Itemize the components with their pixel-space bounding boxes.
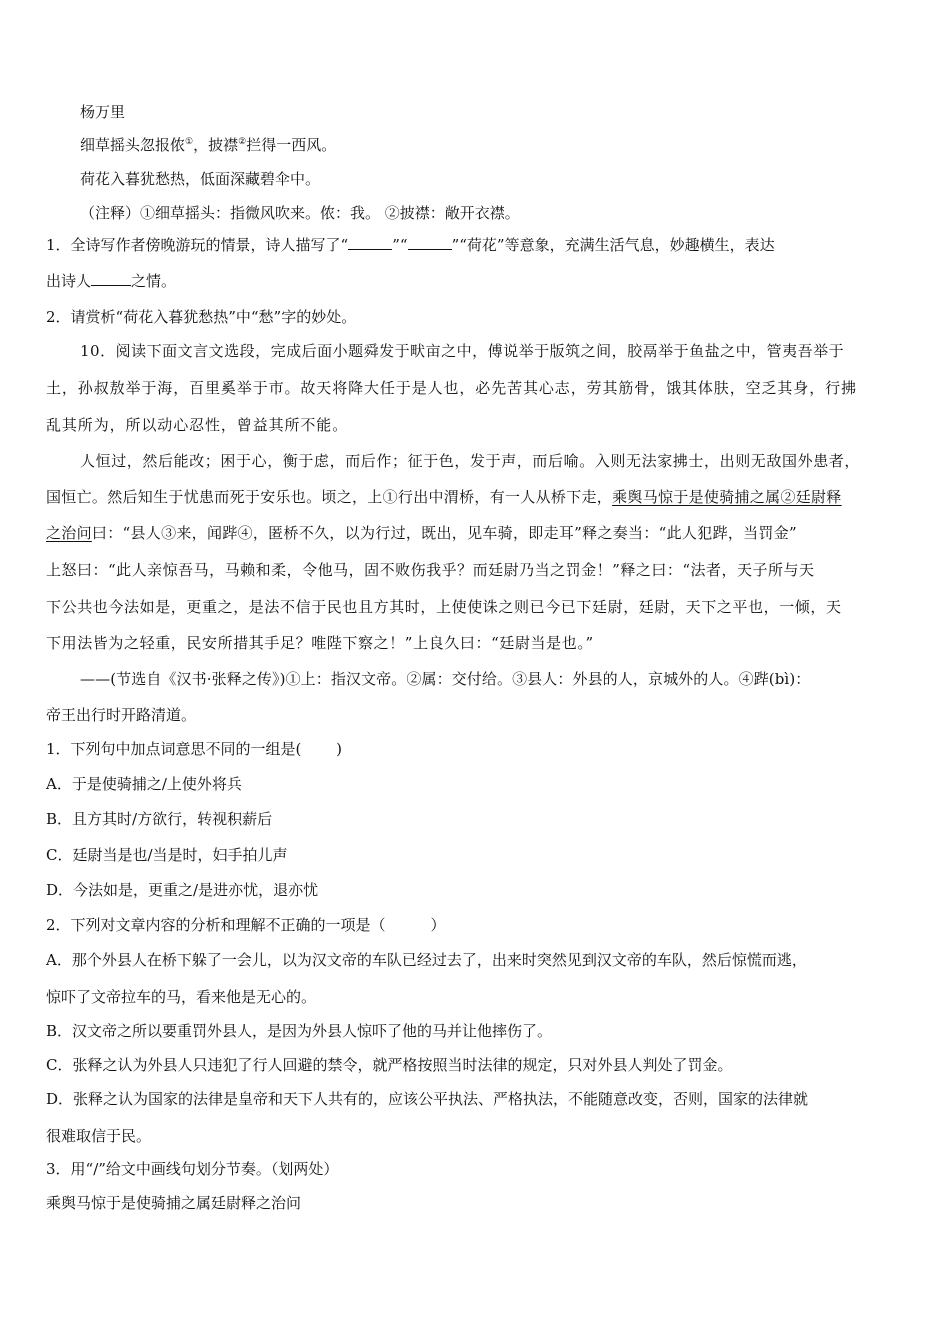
- q9-sub2: 2．请赏析“荷花入暮犹愁热”中“愁”字的妙处。: [46, 308, 357, 326]
- q10-sub2-option-a-line2[interactable]: 惊吓了文帝拉车的马，看来他是无心的。: [46, 988, 317, 1006]
- q10-passage-line-8: 下公共也今法如是，更重之，是法不信于民也且方其时，上使使诛之则已今已下廷尉，廷尉，天下之平也，一倾，天: [46, 598, 842, 616]
- poem-author: 杨万里: [80, 103, 126, 121]
- q10-passage-line-5: 国恒亡。然后知生于忧患而死于安乐也。顷之，上①行出中渭桥，有一人从桥下走，乘舆马惊于是使骑捕之属②廷尉释: [46, 488, 842, 506]
- q10-sub2-question: 2．下列对文章内容的分析和理解不正确的一项是（ ）: [46, 916, 446, 934]
- answer-blank-3[interactable]: [91, 271, 131, 286]
- poem-line-1: 细草摇头忽报侬①，披襟②拦得一西风。: [80, 136, 337, 154]
- q10-sub1-option-a[interactable]: A．于是使骑捕之/上使外将兵: [46, 775, 242, 793]
- q10-sub2-option-c[interactable]: C．张释之认为外县人只违犯了行人回避的禁令，就严格按照当时法律的规定，只对外县人判处了罚金。: [46, 1056, 733, 1074]
- q10-sub2-option-d-line2[interactable]: 很难取信于民。: [46, 1127, 152, 1145]
- underlined-sentence-part-2: 之治问: [46, 524, 92, 542]
- q10-passage-line-1: 10．阅读下面文言文选段，完成后面小题舜发于畎亩之中，傅说举于版筑之间，胶鬲举于鱼盐之中，管夷吾举于: [80, 342, 845, 360]
- answer-blank-1[interactable]: [348, 235, 392, 250]
- underlined-sentence-part-1: 乘舆马惊于是使骑捕之属②廷尉释: [612, 488, 842, 506]
- q10-sub1-option-b[interactable]: B．且方其时/方欲行，转视积薪后: [46, 810, 273, 828]
- q10-passage-line-6: 之治问曰：“县人③来，闻跸④，匿桥不久，以为行过，既出，见车骑，即走耳”释之奏当：“此人犯跸，当罚金”: [46, 524, 797, 542]
- q10-passage-line-9: 下用法皆为之轻重，民安所措其手足？唯陛下察之！”上良久曰：“廷尉当是也。”: [46, 634, 594, 652]
- q10-source-line-2: 帝王出行时开路清道。: [46, 706, 197, 724]
- q10-sub3-question: 3．用“/”给文中画线句划分节奏。（划两处）: [46, 1160, 339, 1178]
- q10-sub3-sentence: 乘舆马惊于是使骑捕之属廷尉释之治问: [46, 1194, 302, 1212]
- q10-passage-line-7: 上怒曰：“此人亲惊吾马，马赖和柔，令他马，固不败伤我乎？而廷尉乃当之罚金！”释之曰：“法者，天子所与天: [46, 561, 815, 579]
- q10-sub2-option-a-line1[interactable]: A．那个外县人在桥下躲了一会儿，以为汉文帝的车队已经过去了，出来时突然见到汉文帝的车队，然后惊慌而逃，: [46, 951, 807, 969]
- q10-passage-line-2: 土，孙叔敖举于海，百里奚举于市。故天将降大任于是人也，必先苦其心志，劳其筋骨，饿其体肤，空乏其身，行拂: [46, 379, 857, 397]
- poem-note: （注释）①细草摇头：指微风吹来。侬：我。 ②披襟：敞开衣襟。: [80, 204, 520, 222]
- q10-sub2-option-d-line1[interactable]: D．张释之认为国家的法律是皇帝和天下人共有的，应该公平执法、严格执法，不能随意改变，否则，国家的法律就: [46, 1090, 809, 1108]
- q10-passage-line-4: 人恒过，然后能改；困于心，衡于虑，而后作；征于色，发于声，而后喻。入则无法家拂士，出则无敌国外患者，: [80, 452, 861, 470]
- q10-sub1-question: 1．下列句中加点词意思不同的一组是( ): [46, 740, 343, 758]
- q10-sub1-option-c[interactable]: C．廷尉当是也/当是时，妇手拍儿声: [46, 846, 288, 864]
- answer-blank-2[interactable]: [408, 235, 452, 250]
- q10-sub2-option-b[interactable]: B．汉文帝之所以要重罚外县人，是因为外县人惊吓了他的马并让他摔伤了。: [46, 1022, 553, 1040]
- q10-sub1-option-d[interactable]: D．今法如是，更重之/是进亦忧，退亦忧: [46, 881, 319, 899]
- q10-source-line-1: ——(节选自《汉书·张释之传》)①上：指汉文帝。②属：交付给。③县人：外县的人，京城外的人。④跸(bì)：: [80, 670, 811, 688]
- q9-sub1-line2: 出诗人 之情。: [46, 272, 177, 290]
- q10-passage-line-3: 乱其所为，所以动心忍性，曾益其所不能。: [46, 416, 349, 434]
- q9-sub1-line1: 1．全诗写作者傍晚游玩的情景，诗人描写了“ ”“ ”“荷花”等意象，充满生活气息，妙趣横生，表达: [46, 236, 775, 254]
- poem-line-2: 荷花入暮犹愁热，低面深藏碧伞中。: [80, 170, 321, 188]
